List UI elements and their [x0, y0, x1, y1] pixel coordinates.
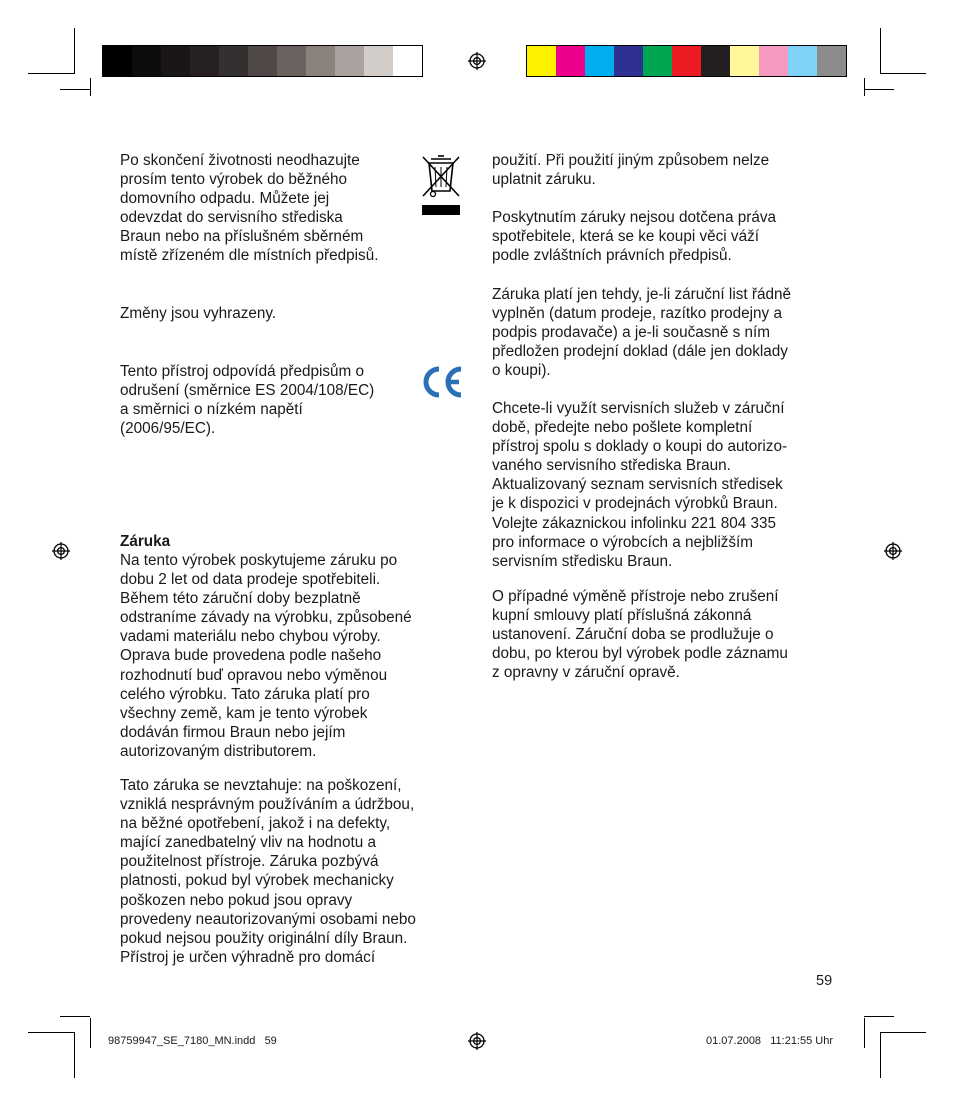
- color-swatch: [643, 46, 672, 76]
- crop-mark: [864, 1018, 865, 1048]
- crossed-out-wheelie-bin-icon: [419, 154, 463, 218]
- color-swatch: [103, 46, 132, 76]
- page-number: 59: [816, 973, 833, 989]
- process-color-bar: [526, 45, 847, 77]
- color-swatch: [161, 46, 190, 76]
- color-swatch: [277, 46, 306, 76]
- color-swatch: [527, 46, 556, 76]
- crop-mark: [60, 1016, 90, 1017]
- color-swatch: [759, 46, 788, 76]
- color-swatch: [248, 46, 277, 76]
- consumer-rights-paragraph: Poskytnutím záruky nejsou dotčena práva spotřebitele, která se ke koupi věci váží podle zvláštních právních předpisů.: [492, 209, 776, 265]
- color-swatch: [730, 46, 759, 76]
- compliance-text: Tento přístroj odpovídá předpisům o odrušení (směrnice ES 2004/108/EC) a směrnici o nízkém napětí (2006/95/EC).: [120, 363, 375, 438]
- warranty-validity-paragraph: Záruka platí jen tehdy, je-li záruční list řádně vyplněn (datum prodeje, razítko prodejny a podpis prodavače) a je-li současně s ním předložen prodejní doklad (dále jen doklady o koupi).: [492, 286, 791, 380]
- crop-mark: [28, 73, 74, 74]
- color-swatch: [393, 46, 422, 76]
- slug-timestamp: 01.07.2008 11:21:55 Uhr: [706, 1035, 834, 1047]
- warranty-usage-paragraph: použití. Při použití jiným způsobem nelze uplatnit záruku.: [492, 152, 770, 189]
- color-swatch: [364, 46, 393, 76]
- color-swatch: [132, 46, 161, 76]
- crop-mark: [90, 78, 91, 96]
- changes-reserved-text: Změny jsou vyhrazeny.: [120, 305, 277, 322]
- crop-mark: [28, 1032, 74, 1033]
- crop-mark: [74, 28, 75, 74]
- color-swatch: [788, 46, 817, 76]
- crop-mark: [74, 1032, 75, 1078]
- crop-mark: [864, 78, 865, 96]
- grayscale-color-bar: [102, 45, 423, 77]
- warranty-paragraph: Na tento výrobek poskytujeme záruku po dobu 2 let od data prodeje spotřebiteli. Během této záruční doby bezplatně odstraníme závady na výrobku, způsobené vadami materiálu nebo chybou výroby. Oprava bude provedena podle našeho rozhodnutí buď opravou nebo výměnou celého výrobku. Tato záruka platí pro všechny země, kam je tento výrobek dodáván firmou Braun nebo jejím autorizovaným distributorem.: [120, 552, 412, 760]
- color-swatch: [614, 46, 643, 76]
- registration-mark-icon: [468, 52, 486, 70]
- registration-mark-icon: [52, 542, 70, 560]
- color-swatch: [335, 46, 364, 76]
- crop-mark: [60, 89, 90, 90]
- crop-mark: [864, 1016, 894, 1017]
- crop-mark: [880, 1032, 881, 1078]
- ce-mark-icon: [420, 364, 464, 400]
- registration-mark-icon: [468, 1032, 486, 1050]
- registration-mark-icon: [884, 542, 902, 560]
- crop-mark: [90, 1018, 91, 1048]
- color-swatch: [219, 46, 248, 76]
- color-swatch: [556, 46, 585, 76]
- replacement-paragraph: O případné výměně přístroje nebo zrušení kupní smlouvy platí příslušná zákonná ustanovení. Záruční doba se prodlužuje o dobu, po kterou byl výrobek podle záznamu z opravny v záruční opravě.: [492, 588, 788, 682]
- crop-mark: [880, 73, 926, 74]
- service-paragraph: Chcete-li využít servisních služeb v záruční době, předejte nebo pošlete kompletní přístroj spolu s doklady o koupi do autorizo- vaného servisního střediska Braun. Aktualizovaný seznam servisních středisek je k dispozici v prodejnách výrobků Braun. Volejte zákaznickou infolinku 221 804 335 pro informace o výrobcích a nejbližším servisním středisku Braun.: [492, 400, 788, 570]
- color-swatch: [672, 46, 701, 76]
- crop-mark: [864, 89, 894, 90]
- color-swatch: [701, 46, 730, 76]
- crop-mark: [880, 1032, 926, 1033]
- disposal-text: Po skončení životnosti neodhazujte prosím tento výrobek do běžného domovního odpadu. Můžete jej odevzdat do servisního střediska Braun nebo na příslušném sběrném místě zřízeném dle místních předpisů.: [120, 152, 379, 265]
- color-swatch: [306, 46, 335, 76]
- color-swatch: [190, 46, 219, 76]
- warranty-heading: Záruka: [120, 533, 171, 550]
- slug-filename: 98759947_SE_7180_MN.indd 59: [108, 1035, 277, 1047]
- warranty-exclusions-paragraph: Tato záruka se nevztahuje: na poškození, vzniklá nesprávným používáním a údržbou, na běžné opotřebení, jakož i na defekty, mající zanedbatelný vliv na hodnotu a použitelnost přístroje. Záruka pozbývá platnosti, pokud byl výrobek mechanicky poškozen nebo pokud jsou opravy provedeny neautorizovanými osobami nebo pokud nejsou použity originální díly Braun. Přístroj je určen výhradně pro domácí: [120, 777, 416, 966]
- color-swatch: [817, 46, 846, 76]
- crop-mark: [880, 28, 881, 74]
- color-swatch: [585, 46, 614, 76]
